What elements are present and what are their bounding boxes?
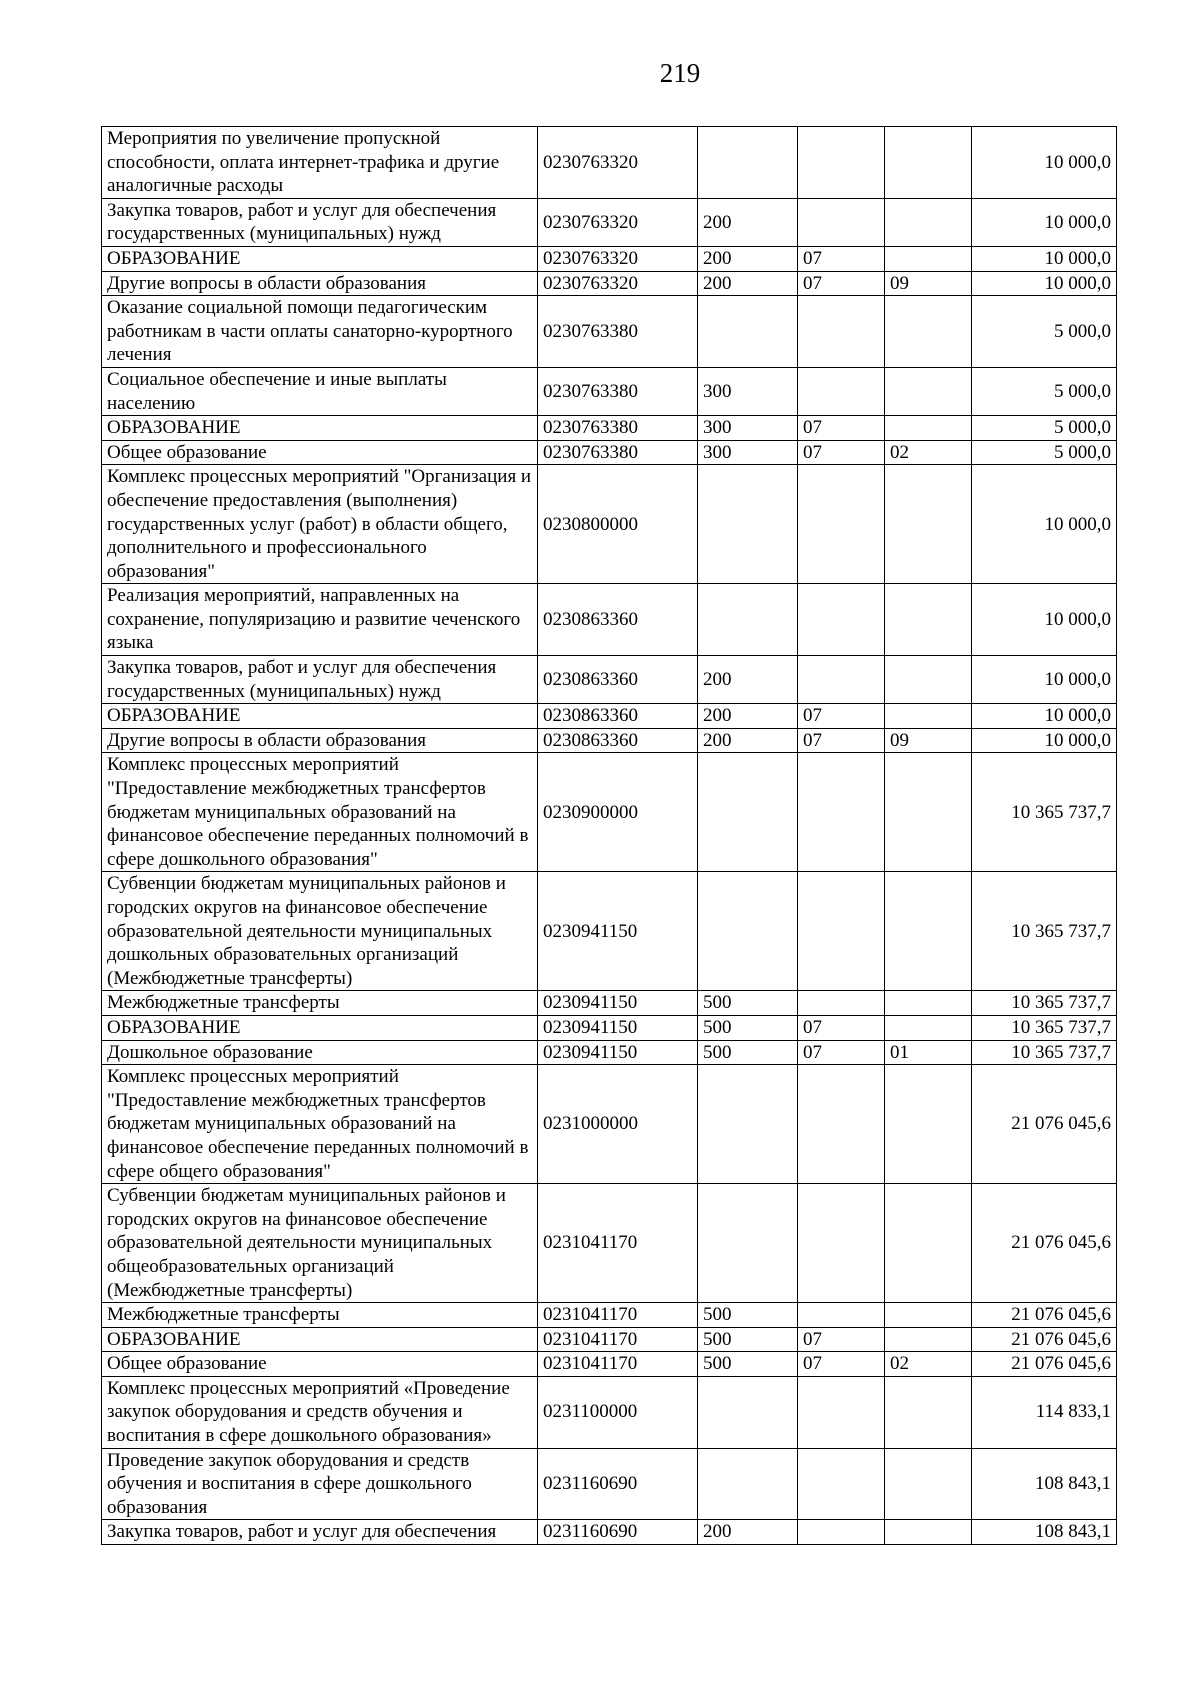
row-expense-type: 500 bbox=[698, 991, 798, 1016]
row-section: 07 bbox=[798, 440, 885, 465]
row-expense-type bbox=[698, 127, 798, 199]
row-target-code: 0231041170 bbox=[538, 1303, 698, 1328]
row-name: Мероприятия по увеличение пропускной способности, оплата интернет-трафика и другие аналогичные расходы bbox=[102, 127, 538, 199]
row-expense-type bbox=[698, 584, 798, 656]
row-subsection bbox=[885, 1520, 972, 1545]
row-section bbox=[798, 1448, 885, 1520]
row-expense-type bbox=[698, 1448, 798, 1520]
budget-table bbox=[101, 126, 1117, 1545]
row-section bbox=[798, 1184, 885, 1303]
row-expense-type bbox=[698, 296, 798, 368]
row-subsection bbox=[885, 246, 972, 271]
row-expense-type: 500 bbox=[698, 1352, 798, 1377]
row-amount: 21 076 045,6 bbox=[972, 1303, 1117, 1328]
row-expense-type bbox=[698, 1065, 798, 1184]
row-expense-type: 200 bbox=[698, 656, 798, 704]
row-subsection bbox=[885, 1327, 972, 1352]
table-row bbox=[102, 728, 1117, 753]
row-name: ОБРАЗОВАНИЕ bbox=[102, 416, 538, 441]
row-amount: 21 076 045,6 bbox=[972, 1327, 1117, 1352]
row-name: Межбюджетные трансферты bbox=[102, 1303, 538, 1328]
row-amount: 10 000,0 bbox=[972, 246, 1117, 271]
row-subsection bbox=[885, 872, 972, 991]
row-section bbox=[798, 296, 885, 368]
row-name: Проведение закупок оборудования и средств обучения и воспитания в сфере дошкольного образования bbox=[102, 1448, 538, 1520]
row-target-code: 0230863360 bbox=[538, 728, 698, 753]
row-amount: 10 000,0 bbox=[972, 127, 1117, 199]
row-name: Общее образование bbox=[102, 1352, 538, 1377]
row-expense-type bbox=[698, 1376, 798, 1448]
row-name: Закупка товаров, работ и услуг для обеспечения bbox=[102, 1520, 538, 1545]
row-subsection bbox=[885, 198, 972, 246]
row-subsection bbox=[885, 704, 972, 729]
row-target-code: 0230763320 bbox=[538, 271, 698, 296]
row-expense-type: 200 bbox=[698, 704, 798, 729]
row-subsection bbox=[885, 656, 972, 704]
table-row bbox=[102, 1040, 1117, 1065]
row-subsection bbox=[885, 416, 972, 441]
row-amount: 10 000,0 bbox=[972, 728, 1117, 753]
row-expense-type bbox=[698, 465, 798, 584]
row-name: Комплекс процессных мероприятий "Предоставление межбюджетных трансфертов бюджетам муниципальных образований на финансовое обеспечение переданных полномочий в сфере общего образования" bbox=[102, 1065, 538, 1184]
table-row bbox=[102, 465, 1117, 584]
row-target-code: 0231041170 bbox=[538, 1327, 698, 1352]
table-row bbox=[102, 584, 1117, 656]
table-row bbox=[102, 127, 1117, 199]
row-expense-type: 200 bbox=[698, 271, 798, 296]
row-subsection bbox=[885, 367, 972, 415]
row-expense-type: 200 bbox=[698, 198, 798, 246]
row-name: Общее образование bbox=[102, 440, 538, 465]
row-section: 07 bbox=[798, 1352, 885, 1377]
row-name: Межбюджетные трансферты bbox=[102, 991, 538, 1016]
row-subsection: 02 bbox=[885, 440, 972, 465]
row-amount: 21 076 045,6 bbox=[972, 1065, 1117, 1184]
row-target-code: 0231160690 bbox=[538, 1520, 698, 1545]
row-section bbox=[798, 872, 885, 991]
row-amount: 10 365 737,7 bbox=[972, 753, 1117, 872]
table-row bbox=[102, 991, 1117, 1016]
row-section bbox=[798, 1520, 885, 1545]
row-name: Субвенции бюджетам муниципальных районов и городских округов на финансовое обеспечение образовательной деятельности муниципальных дошкольных образовательных организаций (Межбюджетные трансферты) bbox=[102, 872, 538, 991]
row-subsection bbox=[885, 1303, 972, 1328]
row-section bbox=[798, 465, 885, 584]
row-target-code: 0230863360 bbox=[538, 584, 698, 656]
row-amount: 108 843,1 bbox=[972, 1448, 1117, 1520]
row-amount: 114 833,1 bbox=[972, 1376, 1117, 1448]
row-subsection bbox=[885, 753, 972, 872]
row-expense-type: 200 bbox=[698, 728, 798, 753]
row-expense-type: 200 bbox=[698, 1520, 798, 1545]
row-name: ОБРАЗОВАНИЕ bbox=[102, 246, 538, 271]
row-section bbox=[798, 1303, 885, 1328]
row-section bbox=[798, 127, 885, 199]
row-section bbox=[798, 656, 885, 704]
table-row bbox=[102, 1448, 1117, 1520]
row-target-code: 0231041170 bbox=[538, 1184, 698, 1303]
row-amount: 10 365 737,7 bbox=[972, 1015, 1117, 1040]
table-row bbox=[102, 872, 1117, 991]
row-target-code: 0230763320 bbox=[538, 198, 698, 246]
row-subsection bbox=[885, 296, 972, 368]
row-section bbox=[798, 1065, 885, 1184]
row-section: 07 bbox=[798, 246, 885, 271]
row-target-code: 0230900000 bbox=[538, 753, 698, 872]
row-name: Дошкольное образование bbox=[102, 1040, 538, 1065]
row-amount: 10 000,0 bbox=[972, 198, 1117, 246]
table-row bbox=[102, 1015, 1117, 1040]
table-row bbox=[102, 198, 1117, 246]
row-name: Комплекс процессных мероприятий "Организация и обеспечение предоставления (выполнения) государственных услуг (работ) в области общего, дополнительного и профессионального образования" bbox=[102, 465, 538, 584]
table-row bbox=[102, 1376, 1117, 1448]
row-expense-type: 500 bbox=[698, 1015, 798, 1040]
row-expense-type bbox=[698, 753, 798, 872]
row-subsection bbox=[885, 1015, 972, 1040]
row-target-code: 0230863360 bbox=[538, 704, 698, 729]
row-target-code: 0230941150 bbox=[538, 872, 698, 991]
row-target-code: 0231041170 bbox=[538, 1352, 698, 1377]
row-section: 07 bbox=[798, 704, 885, 729]
row-target-code: 0230763380 bbox=[538, 296, 698, 368]
table-row bbox=[102, 1184, 1117, 1303]
row-section bbox=[798, 198, 885, 246]
row-target-code: 0230763320 bbox=[538, 246, 698, 271]
table-row bbox=[102, 1520, 1117, 1545]
row-name: ОБРАЗОВАНИЕ bbox=[102, 1327, 538, 1352]
table-row bbox=[102, 416, 1117, 441]
row-section: 07 bbox=[798, 416, 885, 441]
row-section: 07 bbox=[798, 728, 885, 753]
row-target-code: 0230941150 bbox=[538, 1015, 698, 1040]
row-target-code: 0230763380 bbox=[538, 440, 698, 465]
row-subsection: 09 bbox=[885, 728, 972, 753]
row-expense-type: 500 bbox=[698, 1327, 798, 1352]
row-section bbox=[798, 1376, 885, 1448]
row-amount: 21 076 045,6 bbox=[972, 1352, 1117, 1377]
row-section: 07 bbox=[798, 1040, 885, 1065]
row-subsection bbox=[885, 1065, 972, 1184]
table-row bbox=[102, 1303, 1117, 1328]
row-target-code: 0231160690 bbox=[538, 1448, 698, 1520]
row-amount: 21 076 045,6 bbox=[972, 1184, 1117, 1303]
row-amount: 10 365 737,7 bbox=[972, 1040, 1117, 1065]
row-name: Другие вопросы в области образования bbox=[102, 271, 538, 296]
row-expense-type: 500 bbox=[698, 1303, 798, 1328]
row-name: Закупка товаров, работ и услуг для обеспечения государственных (муниципальных) нужд bbox=[102, 198, 538, 246]
table-row bbox=[102, 1327, 1117, 1352]
row-section bbox=[798, 367, 885, 415]
table-row bbox=[102, 440, 1117, 465]
row-target-code: 0230763380 bbox=[538, 416, 698, 441]
row-amount: 10 000,0 bbox=[972, 465, 1117, 584]
row-expense-type: 300 bbox=[698, 367, 798, 415]
row-name: Социальное обеспечение и иные выплаты населению bbox=[102, 367, 538, 415]
row-target-code: 0231100000 bbox=[538, 1376, 698, 1448]
row-subsection: 01 bbox=[885, 1040, 972, 1065]
table-row bbox=[102, 296, 1117, 368]
row-amount: 10 000,0 bbox=[972, 584, 1117, 656]
row-target-code: 0231000000 bbox=[538, 1065, 698, 1184]
table-row bbox=[102, 1065, 1117, 1184]
row-amount: 10 000,0 bbox=[972, 271, 1117, 296]
row-subsection bbox=[885, 584, 972, 656]
row-name: Субвенции бюджетам муниципальных районов и городских округов на финансовое обеспечение образовательной деятельности муниципальных общеобразовательных организаций (Межбюджетные трансферты) bbox=[102, 1184, 538, 1303]
row-subsection bbox=[885, 127, 972, 199]
row-subsection bbox=[885, 991, 972, 1016]
row-amount: 5 000,0 bbox=[972, 296, 1117, 368]
row-amount: 10 000,0 bbox=[972, 704, 1117, 729]
row-expense-type bbox=[698, 872, 798, 991]
row-section: 07 bbox=[798, 1327, 885, 1352]
row-amount: 5 000,0 bbox=[972, 367, 1117, 415]
row-expense-type: 500 bbox=[698, 1040, 798, 1065]
page-number: 219 bbox=[659, 58, 701, 88]
row-amount: 5 000,0 bbox=[972, 440, 1117, 465]
row-subsection: 09 bbox=[885, 271, 972, 296]
table-row bbox=[102, 656, 1117, 704]
row-name: Комплекс процессных мероприятий "Предоставление межбюджетных трансфертов бюджетам муниципальных образований на финансовое обеспечение переданных полномочий в сфере дошкольного образования" bbox=[102, 753, 538, 872]
row-section bbox=[798, 584, 885, 656]
row-amount: 10 365 737,7 bbox=[972, 991, 1117, 1016]
row-target-code: 0230763380 bbox=[538, 367, 698, 415]
table-row bbox=[102, 753, 1117, 872]
row-target-code: 0230941150 bbox=[538, 1040, 698, 1065]
row-expense-type bbox=[698, 1184, 798, 1303]
row-name: ОБРАЗОВАНИЕ bbox=[102, 704, 538, 729]
table-row bbox=[102, 271, 1117, 296]
table-row bbox=[102, 246, 1117, 271]
row-amount: 10 000,0 bbox=[972, 656, 1117, 704]
row-amount: 5 000,0 bbox=[972, 416, 1117, 441]
row-target-code: 0230763320 bbox=[538, 127, 698, 199]
row-subsection bbox=[885, 465, 972, 584]
row-section bbox=[798, 753, 885, 872]
row-name: Закупка товаров, работ и услуг для обеспечения государственных (муниципальных) нужд bbox=[102, 656, 538, 704]
row-expense-type: 200 bbox=[698, 246, 798, 271]
row-target-code: 0230800000 bbox=[538, 465, 698, 584]
row-section: 07 bbox=[798, 1015, 885, 1040]
row-subsection bbox=[885, 1448, 972, 1520]
row-name: Комплекс процессных мероприятий «Проведение закупок оборудования и средств обучения и воспитания в сфере дошкольного образования» bbox=[102, 1376, 538, 1448]
row-name: Оказание социальной помощи педагогическим работникам в части оплаты санаторно-курортного лечения bbox=[102, 296, 538, 368]
table-row bbox=[102, 704, 1117, 729]
row-subsection bbox=[885, 1184, 972, 1303]
row-expense-type: 300 bbox=[698, 440, 798, 465]
row-subsection: 02 bbox=[885, 1352, 972, 1377]
row-amount: 108 843,1 bbox=[972, 1520, 1117, 1545]
row-target-code: 0230863360 bbox=[538, 656, 698, 704]
row-target-code: 0230941150 bbox=[538, 991, 698, 1016]
row-section bbox=[798, 991, 885, 1016]
row-amount: 10 365 737,7 bbox=[972, 872, 1117, 991]
row-name: Реализация мероприятий, направленных на сохранение, популяризацию и развитие чеченского языка bbox=[102, 584, 538, 656]
table-row bbox=[102, 1352, 1117, 1377]
table-row bbox=[102, 367, 1117, 415]
row-subsection bbox=[885, 1376, 972, 1448]
row-expense-type: 300 bbox=[698, 416, 798, 441]
row-name: Другие вопросы в области образования bbox=[102, 728, 538, 753]
row-section: 07 bbox=[798, 271, 885, 296]
row-name: ОБРАЗОВАНИЕ bbox=[102, 1015, 538, 1040]
